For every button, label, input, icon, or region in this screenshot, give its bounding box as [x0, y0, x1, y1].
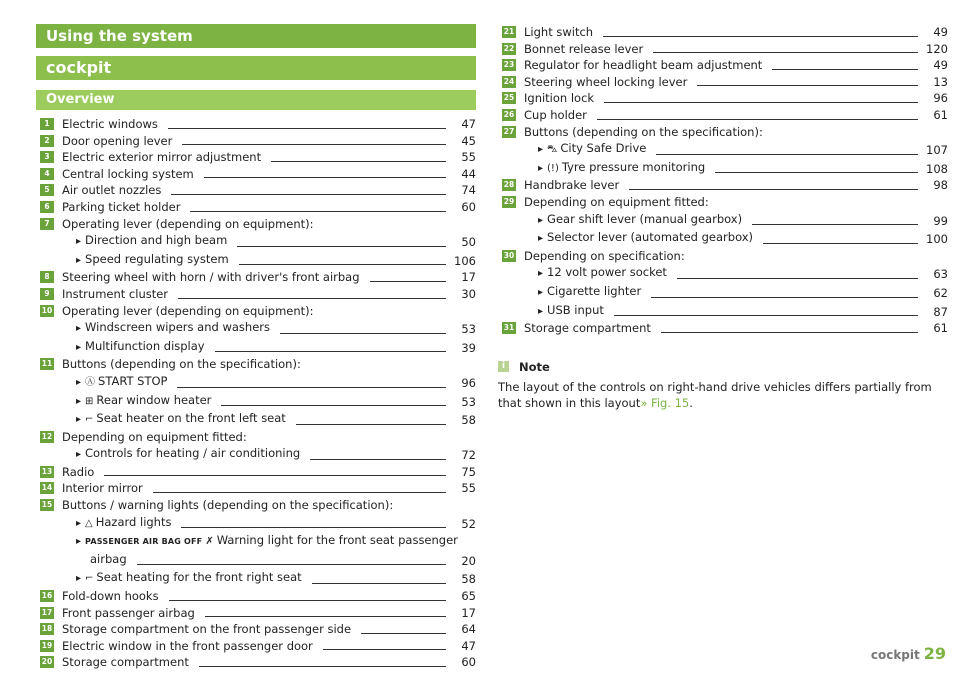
page-ref[interactable]: 49	[933, 25, 948, 39]
item-number-badge: 31	[503, 323, 515, 333]
start-stop-icon: Ⓐ	[85, 376, 96, 388]
list-item: 18 Storage compartment on the front passenger side 64	[41, 622, 476, 637]
car-icon: ⛍	[547, 144, 558, 156]
overview-list-left	[36, 116, 476, 671]
list-item: 30 Depending on specification: ▸ 12 volt power socket 63 ▸ Cigarette lighter 62 ▸ USB input 87	[498, 248, 948, 320]
item-number-badge: 16	[41, 591, 53, 601]
item-number-badge: 25	[503, 93, 515, 103]
hazard-triangle-icon: △	[85, 517, 93, 529]
item-number-badge: 8	[40, 271, 54, 283]
page-ref[interactable]: 100	[926, 232, 948, 247]
page-number: 29	[923, 644, 946, 663]
page-ref[interactable]: 60	[461, 655, 476, 670]
passenger-airbag-off-label: PASSENGER AIR BAG OFF	[85, 537, 203, 547]
item-number-badge: 13	[41, 466, 53, 476]
list-item: 8 Steering wheel with horn / with driver's front airbag 17	[36, 269, 476, 286]
note-box	[498, 359, 948, 411]
item-number-badge: 19	[41, 640, 53, 650]
page-ref[interactable]: 13	[933, 74, 948, 89]
item-number-badge: 21	[503, 27, 515, 36]
item-number-badge: 26	[503, 109, 515, 119]
item-number-badge: 17	[41, 607, 53, 617]
item-number-badge: 12	[41, 431, 53, 441]
page-footer	[871, 644, 946, 663]
section-header: Using the system	[36, 24, 476, 48]
item-number-badge: 3	[40, 151, 54, 163]
list-item: 14 Interior mirror 55	[41, 481, 476, 496]
list-item: 20 Storage compartment 60	[41, 655, 476, 670]
item-number-badge: 9	[40, 288, 54, 300]
note-body: The layout of the controls on right-hand drive vehicles differs partially from that shown in this layout» Fig. 15.	[498, 379, 932, 410]
footer-chapter: cockpit	[870, 648, 920, 662]
item-number-badge: 14	[41, 483, 53, 493]
list-item: 21 Light switch 49	[503, 25, 948, 39]
list-item: 12 Depending on equipment fitted: ▸ Controls for heating / air conditioning 72	[36, 429, 476, 464]
item-number-badge: 29	[503, 196, 515, 206]
list-item: 11 Buttons (depending on the specification): ▸ Ⓐ START STOP 96 ▸ ⊞ Rear window heater 53 ▸ ⌐ Seat heater on the front left seat 58	[36, 356, 476, 428]
page-ref[interactable]: 61	[933, 107, 948, 122]
item-number-badge: 10	[41, 305, 53, 315]
page-ref[interactable]: 53	[461, 322, 476, 337]
page-ref[interactable]: 58	[461, 413, 476, 428]
item-number-badge: 2	[40, 135, 54, 147]
page-ref[interactable]: 47	[461, 638, 476, 653]
item-number-badge: 11	[41, 359, 53, 369]
item-number-badge: 6	[40, 201, 54, 213]
item-number-badge: 22	[503, 43, 515, 53]
list-item: 17 Front passenger airbag 17	[41, 605, 476, 620]
left-column	[36, 24, 476, 671]
figure-link[interactable]: » Fig. 15	[640, 395, 690, 410]
page-ref[interactable]: 30	[461, 286, 476, 301]
chapter-header: cockpit	[36, 56, 476, 80]
list-item: 31 Storage compartment 61	[503, 321, 948, 336]
list-item: 7 Operating lever (depending on equipment): ▸ Direction and high beam 50 ▸ Speed regulating system 106	[36, 216, 476, 270]
item-number-badge: 15	[41, 500, 53, 510]
airbag-off-icon: ✗	[205, 536, 214, 548]
page-ref[interactable]: 50	[461, 235, 476, 250]
list-item: 6 Parking ticket holder 60	[36, 199, 476, 216]
page-ref[interactable]: 20	[461, 553, 476, 568]
page-ref[interactable]: 45	[461, 133, 476, 148]
page-ref[interactable]: 75	[461, 464, 476, 479]
right-column	[498, 24, 948, 411]
overview-list-right	[498, 24, 948, 337]
list-item: 13 Radio 75	[41, 464, 476, 479]
list-item: 15 Buttons / warning lights (depending on the specification): ▸ △ Hazard lights 52 ▸ PASSENGER AIR BAG OFF ✗ Warning light for the front seat passenger airbag 20 ▸ ⌐ Seat heating for the front right seat 58	[36, 497, 476, 588]
list-item: 25 Ignition lock 96	[503, 91, 948, 106]
page-ref[interactable]: 47	[461, 117, 476, 131]
page-ref[interactable]: 74	[461, 183, 476, 198]
item-number-badge: 30	[503, 250, 515, 260]
page-ref[interactable]: 120	[926, 41, 948, 56]
page-ref[interactable]: 62	[933, 285, 948, 300]
subsection-header: Overview	[36, 90, 476, 110]
page-ref[interactable]: 64	[461, 622, 476, 637]
page-ref[interactable]: 106	[454, 253, 476, 268]
page-ref[interactable]: 99	[933, 213, 948, 228]
item-number-badge: 27	[503, 126, 515, 136]
item-number-badge: 28	[503, 180, 515, 190]
page-ref[interactable]: 17	[461, 270, 476, 285]
page-ref[interactable]: 39	[461, 340, 476, 355]
page-ref[interactable]: 52	[461, 516, 476, 531]
list-item: 19 Electric window in the front passenger door 47	[41, 638, 476, 653]
page-ref[interactable]: 60	[461, 199, 476, 214]
page-ref[interactable]: 55	[461, 481, 476, 496]
page-ref[interactable]: 65	[461, 589, 476, 604]
page-ref[interactable]: 72	[461, 448, 476, 463]
page-ref[interactable]: 98	[933, 178, 948, 193]
page-ref[interactable]: 61	[933, 321, 948, 336]
item-number-badge: 24	[503, 76, 515, 86]
list-item: 29 Depending on equipment fitted: ▸ Gear shift lever (manual gearbox) 99 ▸ Selector lever (automated gearbox) 100	[498, 194, 948, 248]
item-number-badge: 4	[40, 168, 54, 180]
item-number-badge: 7	[40, 218, 54, 230]
seat-heater-icon: ⌐	[85, 414, 94, 426]
list-item: 2 Door opening lever 45	[36, 133, 476, 150]
page-ref[interactable]: 49	[933, 58, 948, 73]
list-item: 1 Electric windows 47	[36, 116, 476, 133]
list-item: 24 Steering wheel locking lever 13	[503, 74, 948, 89]
tyre-pressure-icon: (!)	[547, 162, 559, 174]
list-item: 10 Operating lever (depending on equipment): ▸ Windscreen wipers and washers 53 ▸ Multifunction display 39	[36, 303, 476, 357]
item-number-badge: 1	[40, 118, 54, 130]
page-ref[interactable]: 55	[461, 150, 476, 165]
list-item: 5 Air outlet nozzles 74	[36, 182, 476, 199]
page-ref[interactable]: 87	[933, 304, 948, 319]
page-ref[interactable]: 58	[461, 572, 476, 587]
page-ref[interactable]: 107	[926, 143, 948, 158]
note-title: Note	[519, 359, 550, 374]
page-ref[interactable]: 96	[933, 91, 948, 106]
page-ref[interactable]: 63	[933, 267, 948, 282]
page-ref[interactable]: 17	[461, 605, 476, 620]
rear-window-heater-icon: ⊞	[85, 395, 94, 407]
list-item: 23 Regulator for headlight beam adjustment 49	[503, 58, 948, 73]
seat-heater-icon: ⌐	[85, 573, 94, 585]
item-number-badge: 18	[41, 624, 53, 634]
page-ref[interactable]: 96	[461, 375, 476, 390]
item-number-badge: 20	[41, 657, 53, 667]
list-item: 28 Handbrake lever 98	[503, 178, 948, 193]
item-number-badge: 5	[40, 184, 54, 196]
item-number-badge: 23	[503, 60, 515, 70]
list-item: 4 Central locking system 44	[36, 166, 476, 183]
page-ref[interactable]: 108	[926, 161, 948, 176]
list-item: 22 Bonnet release lever 120	[503, 41, 948, 56]
list-item: 16 Fold-down hooks 65	[41, 589, 476, 604]
list-item: 3 Electric exterior mirror adjustment 55	[36, 149, 476, 166]
list-item: 27 Buttons (depending on the specification): ▸ ⛍ City Safe Drive 107 ▸ (!) Tyre pressure monitoring 108	[498, 124, 948, 178]
info-icon: i	[498, 361, 509, 372]
page-ref[interactable]: 53	[461, 394, 476, 409]
page-ref[interactable]: 44	[461, 166, 476, 181]
list-item: 26 Cup holder 61	[503, 107, 948, 122]
list-item: 9 Instrument cluster 30	[36, 286, 476, 303]
